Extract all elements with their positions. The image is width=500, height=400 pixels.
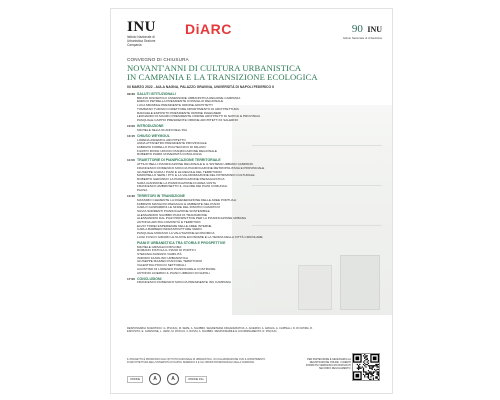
program-text: AGOSTINO DI LORENZO PIANIFICARE E COSTRUIRE bbox=[137, 266, 216, 271]
program-text: ELVIO TRIDEI ESPERIENZE NELLE AREE INTERNE bbox=[137, 223, 212, 228]
program-time bbox=[127, 189, 137, 193]
program-text: ANTONIA ARCHIA COMUNITÀ E TERRITORI bbox=[137, 220, 201, 225]
promoter-text: IL PROGETTO È PROMOSSO DALL'ISTITUTO NAZIONALE DI URBANISTICA, IN COLLABORAZIONE CON IL DIPARTIMENTO DI ARCHITETTURA DELL'UNIVERSITÀ DI NAPOLI FEDERICO II E GLI ORDINI PROFESSIONALI DELLA CAMPANIA. bbox=[127, 358, 266, 364]
program-item bbox=[127, 153, 302, 157]
program-text: STEFANIA DANIZZO VIABILITÀ bbox=[137, 252, 182, 257]
program-text: ENRICO PETRELLA PRESIDENTE CONSIGLIO REGIONALE bbox=[137, 99, 224, 104]
inu-90-number: 90 bbox=[351, 23, 363, 35]
program-text: GIUSEPPE MAZZEO PIANI DEL TERRITORIO bbox=[137, 259, 203, 264]
program-text: CHIUSO WEYMOUL bbox=[137, 133, 170, 138]
program-time: 10:00 bbox=[127, 124, 135, 129]
program-time bbox=[127, 236, 137, 240]
program-text: FRANCESCO DOMENICO MOCCIA PRESIDENTE INU CAMPANIA bbox=[137, 280, 231, 285]
diarc-logo: DiARC bbox=[185, 21, 232, 37]
program-text: CARLA BARBIERI INFRASTRUTTURE VERDI bbox=[137, 227, 202, 232]
program-time: 10:15 bbox=[127, 133, 135, 138]
inu-logo-text: INU bbox=[127, 19, 157, 35]
program-text: CARLO GASPARRINI LE SFIDE DEL RISCHIO CLIMATICO bbox=[137, 205, 220, 210]
partner-logos bbox=[127, 373, 207, 385]
program-text: PASQUALE CAPPIO PRESIDENTE ORDINE ARCHITETTI DI SALERNO bbox=[137, 117, 239, 122]
program-text: ALESSANDRO SGOBBO PIANI DI TRANSIZIONE bbox=[137, 212, 207, 217]
inu-90-text: INU bbox=[367, 25, 382, 34]
program-text: MARCHELLO SEPE I PTC E LA VALORIZZAZIONE DEL PATRIMONIO CULTURALE bbox=[137, 173, 255, 178]
program-time: 13:30 bbox=[127, 194, 135, 199]
program-text: ROBERTO PARDI UNIVERSITÀ DI BOLOGNA bbox=[137, 152, 202, 157]
program-text: INTRODUZIONE bbox=[137, 124, 164, 129]
program-text: ISIDORO FASOLINO URBANISTICA bbox=[137, 255, 189, 260]
program-item bbox=[127, 119, 302, 123]
program-text: SARA GIANNONE LA PIANIFICAZIONE DI AREA VASTA bbox=[137, 180, 216, 185]
inu-logo-subtitle: Istituto Nazionale di Urbanistica Sezione Campania bbox=[127, 35, 156, 47]
poster bbox=[110, 8, 393, 394]
program-text: LUIGI FUSCO GIRARD LE NUOVE ECONOMIE E LA TEORIA DELLA CITTÀ CIRCOLARE bbox=[137, 234, 263, 239]
program-text: FABRIZIO MANGONI PAESAGGI E AMBIENTE NEL PIANO bbox=[137, 201, 221, 206]
cabinet-shape bbox=[340, 255, 380, 310]
event-title bbox=[127, 64, 318, 82]
program-text: FILIPPO ROSSI UFFICIO PIANIFICAZIONE REGIONALE bbox=[137, 148, 217, 153]
inu-90-logo bbox=[342, 19, 382, 40]
partner-logo: ORDINE bbox=[127, 376, 143, 383]
program-item bbox=[127, 272, 302, 276]
program-text: BRUNO DISCEPOLO ASSESSORE URBANISTICA REGIONE CAMPANIA bbox=[137, 95, 241, 100]
program-text: VALENTINA PIOCCO SETTORIALI bbox=[137, 263, 186, 268]
program-text: MICHELE SELIA 90 ANNI DELL'INU bbox=[137, 127, 188, 132]
program-time: 11:00 bbox=[127, 158, 135, 163]
program-text: TERRITORI IN TRANSIZIONE bbox=[137, 194, 185, 199]
program-time bbox=[127, 281, 137, 285]
program-list bbox=[127, 93, 302, 285]
partner-logo: ORDINE ING. bbox=[185, 376, 207, 383]
program-time: 09:30 bbox=[127, 92, 135, 96]
event-type: CONVEGNO DI CHIUSURA bbox=[127, 57, 189, 62]
program-item bbox=[127, 281, 302, 285]
program-time bbox=[127, 129, 137, 133]
program-text: FRANCESCO AMBROSETTO IL VALORE DEI PIANI COMUNALI bbox=[137, 184, 228, 189]
program-text: FRANCESCO DOMENICO MOCCIA PIANIFICAZIONE METROPOLITANA E PROVINCIALE bbox=[137, 165, 265, 170]
program-text: CONCLUSIONI bbox=[137, 276, 162, 281]
program-text: ANNA ATTANETRO PRESIDENTE PROVINCIALE bbox=[137, 141, 207, 146]
program-text: ROMANO FISTOLA IL PIANO DI PORTICI bbox=[137, 248, 196, 253]
program-item bbox=[127, 129, 302, 133]
program-text: SILVIA SORRENTI PIANIFICAZIONE SOSTENIBILE bbox=[137, 208, 210, 213]
program-time bbox=[127, 272, 137, 276]
organizers-text: RESPONSABILI SCIENTIFICI: G. PISCIUG, M. SEPE, A. SGOBBO. SEGRETERIA ORGANIZZATIVA: A. ACIERNO, A. ARCHIA, A. CAPPELLI, D. DI FATIMA, R. ESPOSITO, E. GIANNONE, L. IANNI, M. PIOCCO, F. ROSSI, A. SGOBBO. RESPONSABILE E COORDINAMENTO: R. PISCIUG. bbox=[127, 327, 313, 334]
program-text: TRAIETTORIE DI PIANIFICAZIONE TERRITORIALE bbox=[137, 158, 221, 163]
program-item bbox=[127, 189, 302, 193]
program-text: RAFFAELE ESPOSITO PRESIDENTE ORDINE INGEGNERI bbox=[137, 110, 222, 115]
event-date: 03 MARZO 2022 - AULA NAGNA, PALAZZO GRAVINA, UNIVERSITÀ DI NAPOLI FEDERICO II bbox=[127, 85, 274, 89]
registration-text: PER PARTECIPARE È NECESSARIA LA REGISTRAZIONE ONLINE. I CREDITI FORMATIVI VERRANNO RICONOSCIUTI SECONDO REGOLAMENTO. bbox=[305, 358, 351, 370]
program-text: ATTILIO BELLI PIANIFICAZIONE REGIONALE E IL SISTEMA URBANO CAMPANO bbox=[137, 162, 253, 167]
program-text: LORENA ASFERIOL ARCHITETTO bbox=[137, 137, 186, 142]
program-text: FABRIZIO FIORELLO POLITECNICO DI MILANO bbox=[137, 144, 206, 149]
qr-code[interactable] bbox=[352, 353, 380, 381]
inu-90-subtitle: Istituto Nazionale di Urbanistica bbox=[342, 36, 382, 40]
program-time bbox=[127, 153, 137, 157]
program-text: PIANI E URBANISTICA TRA STORIA E PROSPETTIVE bbox=[137, 240, 226, 245]
program-text: ALESSANDRO DAL PIAZ PROSPETTIVE PER LA PIANIFICAZIONE URBANA bbox=[137, 216, 247, 221]
program-text: ROBERTO GERUNDO LA PIANIFICAZIONE PAESAGGISTICA bbox=[137, 176, 225, 181]
title-line-2: IN CAMPANIA E LA TRANSIZIONE ECOLOGICA bbox=[127, 72, 318, 83]
program-text: ANTONIO ACIERNO IL PIANO URBANO DI NAPOLI bbox=[137, 270, 210, 275]
program-item bbox=[127, 236, 302, 240]
partner-logo: A bbox=[167, 373, 179, 385]
program-time bbox=[127, 119, 137, 123]
program-text: LUCA MIRABILE PRESIDENTE ORDINE ARCHITETTI bbox=[137, 103, 213, 108]
program-text: MASSIMO CLEMENTE LA RIGENERAZIONE DELLE AREE PORTUALI bbox=[137, 197, 237, 202]
title-line-1: NOVANT'ANNI DI CULTURA URBANISTICA bbox=[127, 63, 302, 73]
program-text: SALUTI ISTITUZIONALI bbox=[137, 92, 176, 96]
program-text: PAUSA bbox=[137, 188, 148, 193]
cabinet-shape bbox=[298, 265, 332, 310]
program-text: GIUSEPPE GUIDA I PIANI E LE REGOLE DEL TERRITORIO bbox=[137, 169, 222, 174]
program-text: PASQUALE MORANO LA VALUTAZIONE ECONOMICA bbox=[137, 231, 215, 236]
program-time: 17:00 bbox=[127, 276, 135, 281]
partner-logo: A bbox=[149, 373, 161, 385]
program-text: TOMMASO TUDISCO DIRETTORE DIPARTIMENTO DI ARCHITETTURA bbox=[137, 106, 239, 111]
inu-logo bbox=[127, 19, 161, 47]
program-text: MICHELE GRIMALDI DIPLOMA bbox=[137, 244, 182, 249]
program-text: LEONARDO DI MAURO PRESIDENTE ORDINE ARCHITETTI DI NAPOLI E PROVINCIA bbox=[137, 114, 261, 119]
